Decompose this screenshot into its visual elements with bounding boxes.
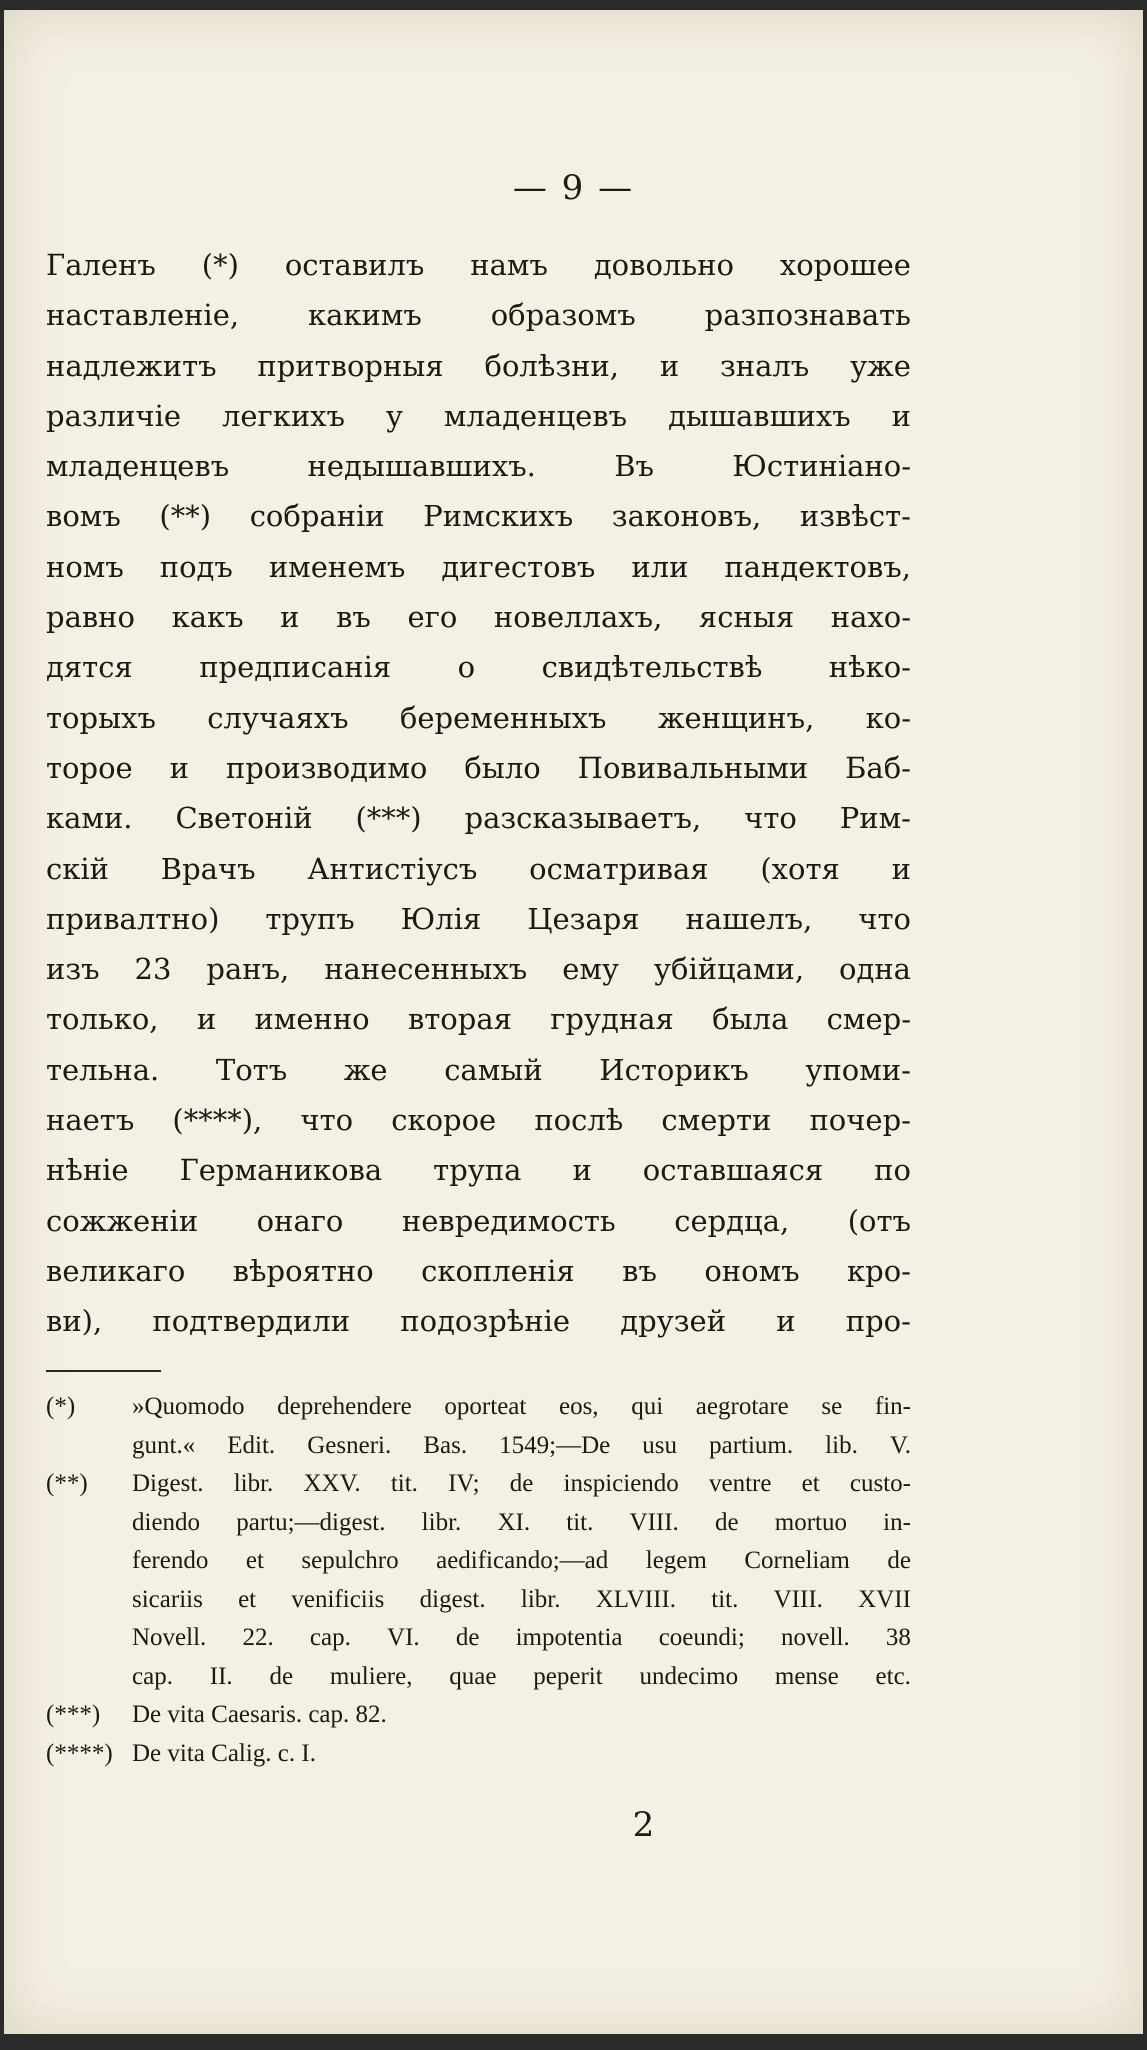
footnote-line: [132, 1465, 911, 1504]
word: онаго: [256, 1203, 344, 1238]
word: (*): [201, 248, 239, 282]
word: impotentia: [515, 1624, 623, 1651]
word: и: [891, 398, 911, 433]
book-page: [4, 10, 1143, 2034]
word: беременныхъ: [399, 700, 607, 735]
footnote: [46, 1735, 911, 1774]
word: ко-: [865, 700, 911, 735]
footnote-mark: (*): [46, 1393, 76, 1420]
word: 22.: [242, 1624, 274, 1651]
text-line: [46, 793, 911, 843]
text-line: [46, 642, 911, 692]
word: (хотя: [760, 851, 840, 886]
word: inspiciendo: [563, 1470, 679, 1497]
word: ventre: [708, 1470, 772, 1497]
word: что: [744, 801, 797, 836]
word: usu: [642, 1431, 678, 1459]
word: наставленіе,: [46, 298, 240, 333]
text-line: [46, 743, 911, 793]
word: сердца,: [674, 1203, 790, 1238]
word: de: [714, 1508, 739, 1536]
word: что: [300, 1103, 354, 1138]
word: изъ: [46, 952, 100, 987]
word: aedificando;—ad: [436, 1547, 609, 1574]
word: Corneliam: [744, 1547, 850, 1574]
word: Врачъ: [160, 851, 256, 886]
word: нанесенныхъ: [324, 952, 528, 987]
word: торыхъ: [46, 700, 156, 735]
word: 38: [885, 1624, 911, 1651]
word: различіе: [46, 398, 182, 433]
word: venificiis: [291, 1585, 385, 1613]
footnote: [46, 1696, 911, 1735]
word: подъ: [159, 549, 233, 584]
word: II.: [209, 1662, 233, 1690]
word: пандектовъ,: [724, 549, 911, 584]
footnote-line: [132, 1504, 911, 1543]
word: оставшаяся: [642, 1153, 824, 1188]
footnote: [46, 1388, 911, 1465]
word: quae: [449, 1662, 497, 1690]
word: (****),: [172, 1103, 263, 1138]
word: tit.: [390, 1470, 418, 1497]
word: qui: [631, 1393, 664, 1420]
word: digest.: [419, 1585, 486, 1613]
text-line: [46, 1246, 911, 1296]
word: только,: [46, 1002, 159, 1037]
word: нѣніе: [46, 1153, 129, 1188]
word: тельна.: [46, 1052, 160, 1087]
word: одна: [839, 952, 911, 987]
word: скопленія: [421, 1253, 575, 1288]
text-line: [46, 441, 911, 491]
word: и: [196, 1002, 217, 1037]
word: Юлія: [400, 901, 482, 936]
word: недышавшихъ.: [307, 449, 536, 484]
word: подозрѣніе: [400, 1304, 571, 1339]
word: младенцевъ: [443, 398, 628, 433]
word: tit.: [566, 1508, 594, 1536]
word: нахо-: [830, 600, 911, 635]
word: именемъ: [268, 549, 406, 584]
word: смер-: [826, 1002, 911, 1037]
text-line: [46, 693, 911, 743]
word: дятся: [46, 650, 133, 685]
word: ему: [562, 952, 619, 987]
word: novell.: [780, 1624, 850, 1651]
footnote-mark: (**): [46, 1470, 88, 1497]
word: собраніи: [249, 499, 385, 534]
word: младенцевъ: [46, 449, 230, 484]
word: Цезаря: [527, 901, 640, 936]
word: сожженіи: [46, 1203, 199, 1238]
word: въ: [622, 1253, 657, 1288]
word: или: [631, 549, 689, 584]
word: наетъ: [46, 1103, 135, 1138]
word: 1549;—De: [499, 1431, 611, 1459]
word: великаго: [46, 1253, 186, 1288]
word: XVII: [858, 1585, 911, 1613]
word: XLVIII.: [595, 1585, 677, 1613]
word: Digest.: [132, 1470, 204, 1497]
word: cap.: [132, 1662, 173, 1690]
word: женщинъ,: [657, 700, 815, 735]
word: Повивальными: [577, 750, 809, 785]
word: Edit.: [227, 1431, 276, 1459]
word: оставилъ: [284, 248, 425, 282]
word: убійцами,: [653, 952, 805, 987]
word: о: [457, 650, 476, 685]
word: (отъ: [847, 1203, 911, 1238]
word: и: [891, 851, 911, 886]
footnote-mark: (****): [46, 1739, 113, 1767]
word: ранъ,: [206, 952, 290, 987]
word: торое: [46, 750, 133, 785]
word: se: [821, 1393, 843, 1420]
word: de: [887, 1547, 911, 1574]
main-text: [46, 240, 911, 1347]
word: etc.: [875, 1662, 911, 1690]
word: de: [269, 1662, 294, 1690]
word: надлежитъ: [46, 348, 217, 383]
word: въ: [336, 600, 371, 635]
word: случаяхъ: [207, 700, 349, 735]
word: какимъ: [307, 298, 422, 333]
word: свидѣтельствѣ: [541, 650, 763, 685]
footnote-line: [132, 1427, 911, 1466]
word: cap.: [309, 1624, 351, 1651]
word: (***): [355, 801, 422, 836]
word: его: [407, 600, 458, 635]
word: de: [455, 1624, 480, 1651]
word: ономъ: [704, 1253, 800, 1288]
word: какъ: [171, 600, 244, 635]
footnote-line: [132, 1388, 911, 1427]
word: ferendo: [132, 1547, 209, 1574]
word: Римскихъ: [423, 499, 574, 534]
word: Тотъ: [215, 1052, 288, 1087]
word: XXV.: [303, 1470, 361, 1497]
text-line: [46, 240, 911, 290]
word: aegrotare: [695, 1393, 789, 1420]
word: и: [659, 348, 680, 383]
text-line: [46, 290, 911, 340]
word: custo-: [849, 1470, 911, 1497]
word: притворныя: [257, 348, 444, 383]
text-line: [46, 994, 911, 1044]
word: по: [874, 1153, 911, 1188]
word: partium.: [709, 1431, 794, 1459]
word: привалтно): [46, 901, 220, 936]
word: ками.: [46, 801, 133, 836]
word: ясныя: [698, 600, 795, 635]
word: что: [858, 901, 911, 936]
word: V.: [889, 1431, 911, 1459]
text-line: [46, 1196, 911, 1246]
word: et: [245, 1547, 264, 1574]
word: трупа: [433, 1153, 522, 1188]
word: Светоній: [175, 801, 313, 836]
word: друзей: [620, 1304, 727, 1339]
word: Gesneri.: [307, 1431, 392, 1459]
word: ви),: [46, 1304, 103, 1339]
word: oporteat: [444, 1393, 527, 1420]
text-line: [46, 592, 911, 642]
text-line: [46, 1145, 911, 1195]
word: скорое: [391, 1103, 497, 1138]
word: было: [464, 750, 541, 785]
word: mense: [774, 1662, 839, 1690]
word: извѣст-: [799, 499, 911, 534]
word: скій: [46, 851, 109, 886]
word: eos,: [558, 1393, 599, 1420]
text-line: [46, 542, 911, 592]
word: довольно: [593, 248, 734, 282]
text-line: [46, 1296, 911, 1346]
text-line: [46, 844, 911, 894]
footnote-divider: [46, 1370, 161, 1372]
word: diendo: [132, 1508, 201, 1536]
word: muliere,: [329, 1662, 413, 1690]
footnote-line: [132, 1581, 911, 1620]
word: и: [776, 1304, 796, 1339]
word: Рим-: [839, 801, 911, 836]
word: невредимость: [401, 1203, 616, 1238]
text-line: [46, 1095, 911, 1145]
word: et: [801, 1470, 820, 1497]
word: про-: [845, 1304, 911, 1339]
word: болѣзни,: [484, 348, 620, 383]
word: зналъ: [719, 348, 810, 383]
word: и: [169, 750, 189, 785]
text-line: [46, 391, 911, 441]
word: равно: [46, 600, 135, 635]
word: lib.: [825, 1431, 858, 1459]
word: производимо: [225, 750, 428, 785]
word: tit.: [711, 1585, 739, 1613]
word: уже: [850, 348, 911, 383]
word: трупъ: [265, 901, 355, 936]
word: дигестовъ: [441, 549, 596, 584]
word: Германикова: [179, 1153, 383, 1188]
word: sicariis: [132, 1585, 203, 1613]
word: Novell.: [132, 1624, 207, 1651]
word: peperit: [533, 1662, 603, 1690]
word: номъ: [46, 549, 124, 584]
word: et: [238, 1585, 257, 1613]
footnotes: [46, 1388, 911, 1773]
word: вторая: [407, 1002, 512, 1037]
word: самый: [444, 1052, 543, 1087]
footnote-line: De vita Calig. c. I.: [132, 1739, 316, 1767]
word: »Quomodo: [132, 1393, 245, 1420]
word: именно: [254, 1002, 370, 1037]
word: Антистіусъ: [307, 851, 478, 886]
word: и: [280, 600, 300, 635]
word: нашелъ,: [685, 901, 813, 936]
word: нѣко-: [828, 650, 911, 685]
word: Историкъ: [599, 1052, 749, 1087]
word: образомъ: [490, 298, 636, 333]
word: хорошее: [779, 248, 911, 282]
word: sepulchro: [301, 1547, 399, 1574]
word: fin-: [874, 1393, 911, 1420]
word: смерти: [661, 1103, 772, 1138]
word: Bas.: [423, 1431, 468, 1459]
word: почер-: [809, 1103, 911, 1138]
text-line: [46, 1045, 911, 1095]
word: 23: [134, 952, 172, 987]
word: дышавшихъ: [668, 398, 851, 433]
word: Юстиніано-: [732, 449, 911, 484]
footnote-line: [132, 1619, 911, 1658]
text-line: [46, 491, 911, 541]
text-line: [46, 341, 911, 391]
word: разпознавать: [704, 298, 911, 333]
signature-mark: 2: [632, 1805, 655, 1845]
text-line: [46, 944, 911, 994]
word: in-: [883, 1508, 911, 1536]
footnote: [46, 1465, 911, 1696]
word: coeundi;: [658, 1624, 745, 1651]
word: Галенъ: [46, 248, 156, 282]
word: Баб-: [845, 750, 911, 785]
page-number: — 9 —: [512, 168, 635, 208]
footnote-line: [132, 1542, 911, 1581]
word: предписанія: [199, 650, 392, 685]
word: законовъ,: [611, 499, 762, 534]
word: легкихъ: [221, 398, 345, 433]
text-line: [46, 894, 911, 944]
word: была: [712, 1002, 789, 1037]
word: упоми-: [805, 1052, 911, 1087]
word: libr.: [421, 1508, 462, 1536]
word: VIII.: [629, 1508, 679, 1536]
word: новеллахъ,: [493, 600, 663, 635]
word: VIII.: [773, 1585, 823, 1613]
word: разсказываетъ,: [464, 801, 702, 836]
word: вомъ: [46, 499, 121, 534]
word: (**): [159, 499, 212, 534]
word: намъ: [470, 248, 548, 282]
footnote-line: [132, 1658, 911, 1697]
word: de: [509, 1470, 534, 1497]
word: partu;—digest.: [236, 1508, 386, 1536]
word: libr.: [520, 1585, 561, 1613]
word: deprehendere: [277, 1393, 412, 1420]
word: VI.: [387, 1624, 420, 1651]
word: legem: [645, 1547, 707, 1574]
footnote-mark: (***): [46, 1701, 101, 1728]
word: XI.: [497, 1508, 531, 1536]
word: кро-: [847, 1253, 911, 1288]
word: libr.: [233, 1470, 274, 1497]
word: и: [572, 1153, 592, 1188]
word: IV;: [448, 1470, 480, 1497]
word: грудная: [550, 1002, 674, 1037]
word: у: [385, 398, 403, 433]
word: осматривая: [529, 851, 709, 886]
word: послѣ: [534, 1103, 624, 1138]
word: подтвердили: [152, 1304, 351, 1339]
word: же: [343, 1052, 388, 1087]
footnote-line: De vita Caesaris. cap. 82.: [132, 1701, 387, 1728]
word: Въ: [614, 449, 654, 484]
word: mortuo: [774, 1508, 847, 1536]
word: вѣроятно: [232, 1253, 374, 1288]
word: gunt.«: [132, 1431, 196, 1459]
word: undecimo: [639, 1662, 739, 1690]
